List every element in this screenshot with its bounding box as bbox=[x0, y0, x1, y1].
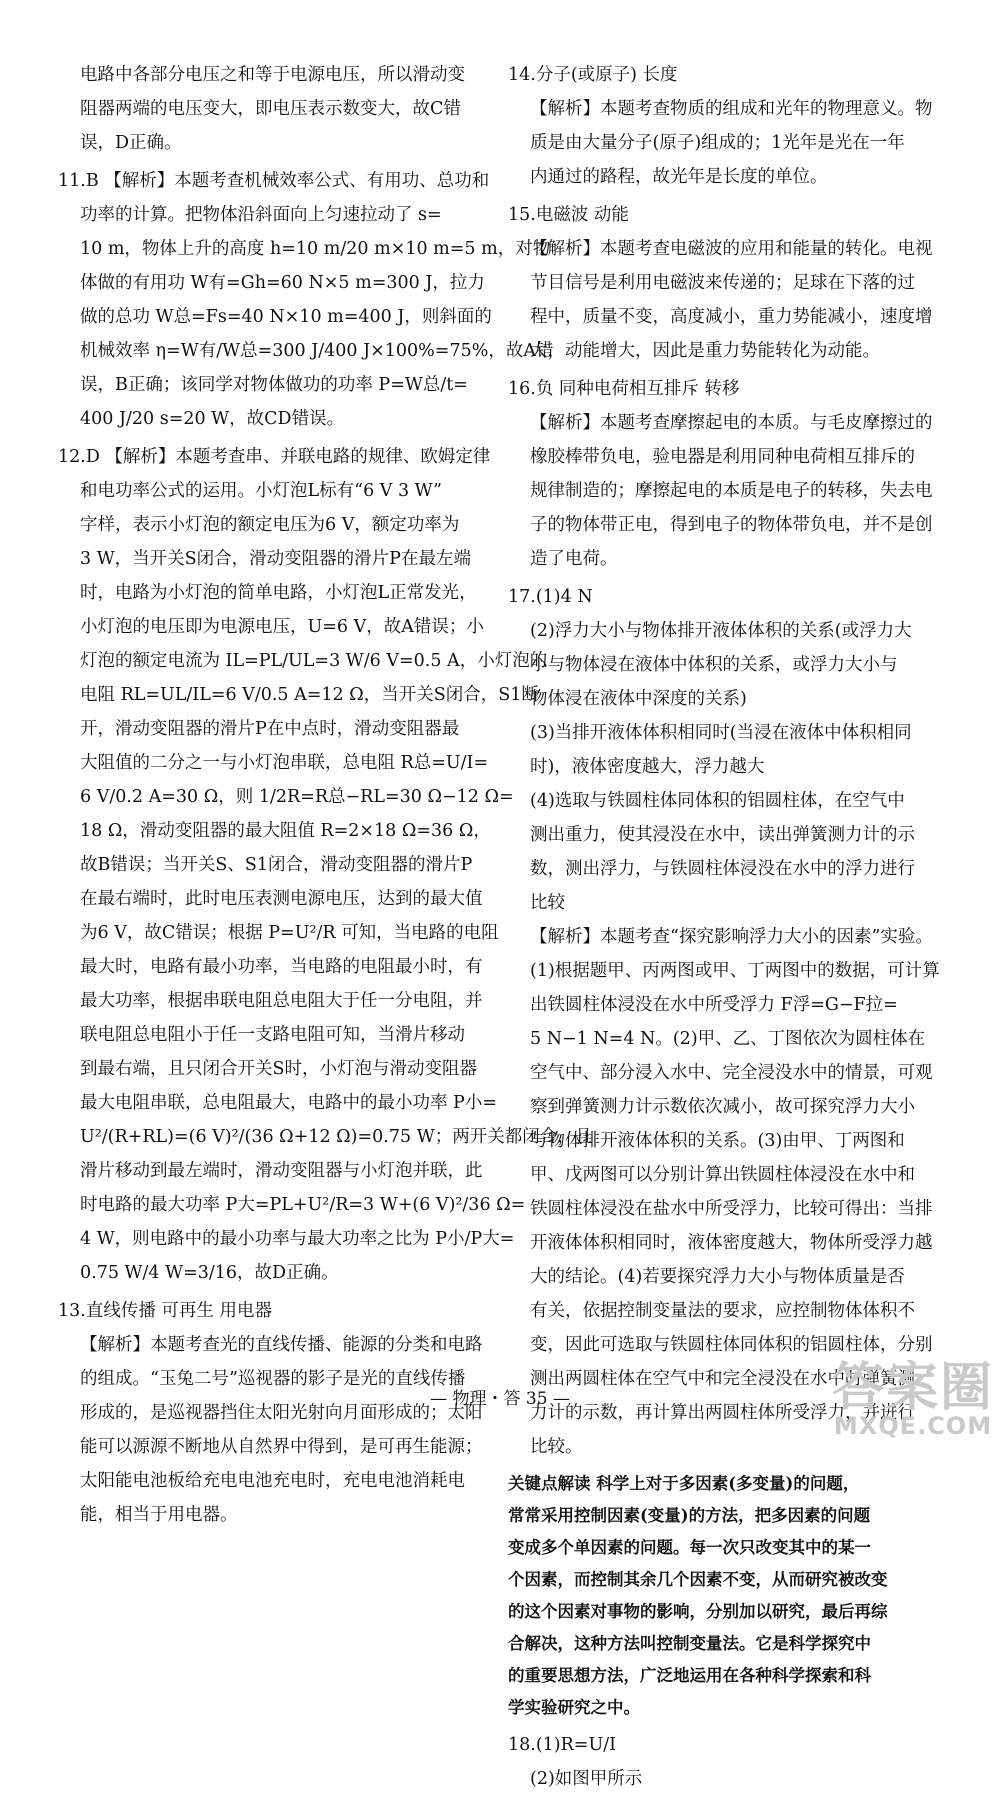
text-line: 3 W，当开关S闭合，滑动变阻器的滑片P在最左端 bbox=[80, 549, 471, 569]
text-line: 时)，液体密度越大，浮力越大 bbox=[530, 757, 765, 777]
text-line: 造了电荷。 bbox=[530, 549, 618, 569]
text-line: 的这个因素对事物的影响，分别加以研究，最后再综 bbox=[508, 1602, 888, 1621]
text-line: 400 J/20 s=20 W，故CD错误。 bbox=[80, 409, 345, 429]
text-line: 电路中各部分电压之和等于电源电压，所以滑动变 bbox=[80, 65, 465, 85]
text-line: 【解析】本题考查摩擦起电的本质。与毛皮摩擦过的 bbox=[530, 413, 933, 433]
answer-item bbox=[58, 58, 490, 160]
text-line: 数，测出浮力，与铁圆柱体浸没在水中的浮力进行 bbox=[530, 859, 915, 879]
text-line: 关键点解读 科学上对于多因素(多变量)的问题， bbox=[508, 1474, 860, 1493]
text-line: 规律制造的；摩擦起电的本质是电子的转移，失去电 bbox=[530, 481, 933, 501]
right-column bbox=[508, 58, 940, 1800]
text-line: (2)如图甲所示 bbox=[530, 1769, 643, 1789]
answer-item bbox=[508, 372, 940, 576]
watermark-logo-text: 答案圈 bbox=[831, 1358, 994, 1418]
text-line: 5 N−1 N=4 N。(2)甲、乙、丁图依次为圆柱体在 bbox=[530, 1029, 926, 1049]
answer-item bbox=[508, 580, 940, 1464]
text-line: 和电功率公式的运用。小灯泡L标有“6 V 3 W” bbox=[80, 481, 442, 501]
page-footer: — 物理・答 35 — bbox=[430, 1389, 570, 1409]
text-line: (1)根据题甲、丙两图或甲、丁两图中的数据，可计算 bbox=[530, 961, 940, 981]
text-line: 4 W，则电路中的最小功率与最大功率之比为 P小/P大= bbox=[80, 1229, 515, 1249]
text-line: 常常采用控制因素(变量)的方法，把多因素的问题 bbox=[508, 1506, 871, 1525]
text-line: 机械效率 η=W有/W总=300 J/400 J×100%=75%，故A错 bbox=[80, 341, 554, 361]
text-line: 小与物体浸在液体中体积的关系，或浮力大小与 bbox=[530, 655, 898, 675]
text-line: 到最右端，且只闭合开关S时，小灯泡与滑动变阻器 bbox=[80, 1059, 477, 1079]
text-line: 能，相当于用电器。 bbox=[80, 1505, 238, 1525]
text-line: 的重要思想方法，广泛地运用在各种科学探索和科 bbox=[508, 1666, 871, 1685]
text-line: 时，电路为小灯泡的简单电路，小灯泡L正常发光， bbox=[80, 583, 477, 603]
text-line: 误，D正确。 bbox=[80, 133, 182, 153]
text-line: 开液体体积相同时，液体密度越大，物体所受浮力越 bbox=[530, 1233, 933, 1253]
text-line: 做的总功 W总=Fs=40 N×10 m=400 J，则斜面的 bbox=[80, 307, 492, 327]
text-line: 太阳能电池板给充电电池充电时，充电电池消耗电 bbox=[80, 1471, 465, 1491]
text-line: 出铁圆柱体浸没在水中所受浮力 F浮=G−F拉= bbox=[530, 995, 898, 1015]
text-line: 在最右端时，此时电压表测电源电压，达到的最大值 bbox=[80, 889, 483, 909]
text-line: 形成的，是巡视器挡住太阳光射向月面形成的；太阳 bbox=[80, 1403, 483, 1423]
text-line: 体做的有用功 W有=Gh=60 N×5 m=300 J，拉力 bbox=[80, 273, 485, 293]
text-line: U²/(R+RL)=(6 V)²/(36 Ω+12 Ω)=0.75 W；两开关都闭合，且 bbox=[80, 1127, 593, 1147]
text-line: 铁圆柱体浸没在盐水中所受浮力，比较可得出：当排 bbox=[530, 1199, 933, 1219]
text-line: 节目信号是利用电磁波来传递的；足球在下落的过 bbox=[530, 273, 915, 293]
text-line: 滑片移动到最左端时，滑动变阻器与小灯泡并联，此 bbox=[80, 1161, 483, 1181]
text-line: (2)浮力大小与物体排开液体体积的关系(或浮力大 bbox=[530, 621, 912, 641]
text-line: 【解析】本题考查物质的组成和光年的物理意义。物 bbox=[530, 99, 933, 119]
answer-item bbox=[58, 1294, 490, 1532]
text-line: 与物体排开液体体积的关系。(3)由甲、丁两图和 bbox=[530, 1131, 905, 1151]
text-line: 大的结论。(4)若要探究浮力大小与物体质量是否 bbox=[530, 1267, 905, 1287]
text-line: 变成多个单因素的问题。每一次只改变其中的某一 bbox=[508, 1538, 871, 1557]
text-line: 功率的计算。把物体沿斜面向上匀速拉动了 s= bbox=[80, 205, 442, 225]
text-line: 14.分子(或原子) 长度 bbox=[508, 65, 678, 85]
text-line: 联电阻总电阻小于任一支路电阻可知，当滑片移动 bbox=[80, 1025, 465, 1045]
text-line: 能可以源源不断地从自然界中得到，是可再生能源； bbox=[80, 1437, 483, 1457]
text-line: (4)选取与铁圆柱体同体积的铝圆柱体，在空气中 bbox=[530, 791, 905, 811]
text-line: 测出重力，使其浸没在水中，读出弹簧测力计的示 bbox=[530, 825, 915, 845]
text-line: 阻器两端的电压变大，即电压表示数变大，故C错 bbox=[80, 99, 461, 119]
text-line: 最大功率，根据串联电阻总电阻大于任一分电阻，并 bbox=[80, 991, 483, 1011]
text-line: 【解析】本题考查电磁波的应用和能量的转化。电视 bbox=[530, 239, 933, 259]
text-line: 18.(1)R=U/I bbox=[508, 1735, 617, 1755]
text-line: 6 V/0.2 A=30 Ω，则 1/2R=R总−RL=30 Ω−12 Ω= bbox=[80, 787, 514, 807]
text-line: 变，因此可选取与铁圆柱体同体积的铝圆柱体，分别 bbox=[530, 1335, 933, 1355]
text-line: 子的物体带正电，得到电子的物体带负电，并不是创 bbox=[530, 515, 933, 535]
text-line: 比较 bbox=[530, 893, 565, 913]
text-line: 大阻值的二分之一与小灯泡串联，总电阻 R总=U/I= bbox=[80, 753, 489, 773]
answer-item bbox=[508, 58, 940, 194]
text-line: 橡胶棒带负电，验电器是利用同种电荷相互排斥的 bbox=[530, 447, 915, 467]
text-line: 17.(1)4 N bbox=[508, 587, 593, 607]
text-line: 灯泡的额定电流为 IL=PL/UL=3 W/6 V=0.5 A，小灯泡的 bbox=[80, 651, 548, 671]
answer-item bbox=[508, 198, 940, 368]
text-line: 18 Ω，滑动变阻器的最大阻值 R=2×18 Ω=36 Ω， bbox=[80, 821, 491, 841]
text-line: 时电路的最大功率 P大=PL+U²/R=3 W+(6 V)²/36 Ω= bbox=[80, 1195, 526, 1215]
text-line: 小灯泡的电压即为电源电压，U=6 V，故A错误；小 bbox=[80, 617, 484, 637]
text-line: 力计的示数，再计算出两圆柱体所受浮力，并进行 bbox=[530, 1403, 915, 1423]
text-line: 内通过的路程，故光年是长度的单位。 bbox=[530, 167, 828, 187]
text-line: 10 m，物体上升的高度 h=10 m/20 m×10 m=5 m，对物 bbox=[80, 239, 551, 259]
text-line: 有关，依据控制变量法的要求，应控制物体体积不 bbox=[530, 1301, 915, 1321]
text-line: 为6 V，故C错误；根据 P=U²/R 可知，当电路的电阻 bbox=[80, 923, 499, 943]
text-line: (3)当排开液体体积相同时(当浸在液体中体积相同 bbox=[530, 723, 912, 743]
text-line: 的组成。“玉兔二号”巡视器的影子是光的直线传播 bbox=[80, 1369, 466, 1389]
text-line: 物体浸在液体中深度的关系) bbox=[530, 689, 747, 709]
text-line: 误，B正确；该同学对物体做功的功率 P=W总/t= bbox=[80, 375, 468, 395]
text-line: 电阻 RL=UL/IL=6 V/0.5 A=12 Ω，当开关S闭合，S1断 bbox=[80, 685, 539, 705]
text-line: 最大时，电路有最小功率，当电路的电阻最小时，有 bbox=[80, 957, 483, 977]
text-line: 11.B 【解析】本题考查机械效率公式、有用功、总功和 bbox=[58, 171, 490, 191]
watermark-url: MXQE.COM bbox=[833, 1412, 993, 1440]
text-line: 0.75 W/4 W=3/16，故D正确。 bbox=[80, 1263, 339, 1283]
text-line: 15.电磁波 动能 bbox=[508, 205, 629, 225]
text-line: 大，动能增大，因此是重力势能转化为动能。 bbox=[530, 341, 880, 361]
answer-item bbox=[58, 164, 554, 436]
text-line: 比较。 bbox=[530, 1437, 583, 1457]
text-line: 测出两圆柱体在空气中和完全浸没在水中时弹簧测 bbox=[530, 1369, 915, 1389]
text-line: 个因素，而控制其余几个因素不变，从而研究被改变 bbox=[508, 1570, 888, 1589]
text-line: 12.D 【解析】本题考查串、并联电路的规律、欧姆定律 bbox=[58, 447, 491, 467]
text-line: 最大电阻串联，总电阻最大，电路中的最小功率 P小= bbox=[80, 1093, 497, 1113]
text-line: 质是由大量分子(原子)组成的；1光年是光在一年 bbox=[530, 133, 905, 153]
text-line: 【解析】本题考查光的直线传播、能源的分类和电路 bbox=[80, 1335, 483, 1355]
text-line: 开，滑动变阻器的滑片P在中点时，滑动变阻器最 bbox=[80, 719, 460, 739]
text-line: 16.负 同种电荷相互排斥 转移 bbox=[508, 379, 740, 399]
text-line: 字样，表示小灯泡的额定电压为6 V，额定功率为 bbox=[80, 515, 460, 535]
site-watermark bbox=[831, 1358, 994, 1440]
text-line: 空气中、部分浸入水中、完全浸没水中的情景，可观 bbox=[530, 1063, 933, 1083]
answer-item bbox=[508, 1728, 940, 1796]
text-line: 学实验研究之中。 bbox=[508, 1698, 640, 1717]
text-line: 故B错误；当开关S、S1闭合，滑动变阻器的滑片P bbox=[80, 855, 473, 875]
text-line: 察到弹簧测力计示数依次减小，故可探究浮力大小 bbox=[530, 1097, 915, 1117]
text-line: 13.直线传播 可再生 用电器 bbox=[58, 1301, 272, 1321]
text-line: 合解决，这种方法叫控制变量法。它是科学探究中 bbox=[508, 1634, 871, 1653]
text-line: 甲、戊两图可以分别计算出铁圆柱体浸没在水中和 bbox=[530, 1165, 915, 1185]
text-line: 【解析】本题考查“探究影响浮力大小的因素”实验。 bbox=[530, 927, 933, 947]
key-point-note bbox=[508, 1468, 940, 1724]
text-line: 程中，质量不变，高度减小，重力势能减小，速度增 bbox=[530, 307, 933, 327]
